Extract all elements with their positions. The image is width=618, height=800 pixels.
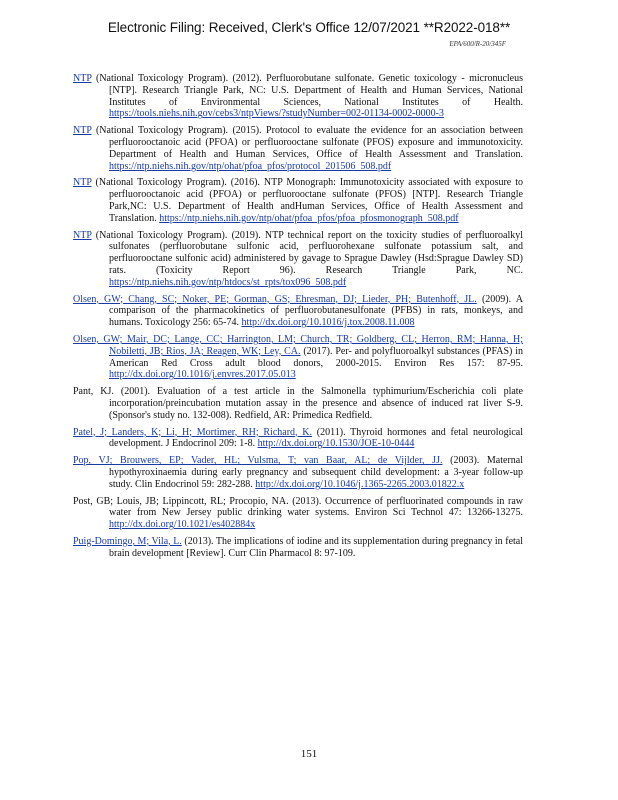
reference-author-link[interactable]: Puig-Domingo, M; Vila, L.	[73, 535, 182, 547]
reference-text: (2003). Maternal hypothyroxinaemia during early pregnancy and subsequent child development: a 3-year follow-up study. Clin Endocrinol 59: 282-288.	[109, 455, 523, 490]
reference-entry	[73, 427, 523, 451]
reference-author-link[interactable]: Pop, VJ; Brouwers, EP; Vader, HL; Vulsma, T; van Baar, AL; de Vijlder, JJ.	[73, 455, 443, 467]
reference-url-link[interactable]: https://ntp.niehs.nih.gov/ntp/htdocs/st_rpts/tox096_508.pdf	[109, 276, 347, 288]
reference-author-link[interactable]: Olsen, GW; Mair, DC; Lange, CC; Harrington, LM; Church, TR; Goldberg, CL; Herron, RM; Hanna, H; Nobiletti, JB; Rios, JA; Reagen, WK; Ley, CA.	[73, 333, 523, 357]
reference-url-link[interactable]: http://dx.doi.org/10.1046/j.1365-2265.2003.01822.x	[255, 478, 465, 490]
reference-text: (2017). Per- and polyfluoroalkyl substances (PFAS) in American Red Cross adult blood donors, 2000-2015. Environ Res 157: 87-95.	[109, 345, 523, 369]
reference-url-link[interactable]: http://dx.doi.org/10.1530/JOE-10-0444	[257, 438, 415, 450]
reference-author-link[interactable]: Patel, J; Landers, K; Li, H; Mortimer, RH; Richard, K.	[73, 426, 313, 438]
reference-entry	[73, 294, 523, 329]
document-id: EPA/600/R-20/345F	[449, 40, 506, 48]
reference-url-link[interactable]: https://tools.niehs.nih.gov/cebs3/ntpViews/?studyNumber=002-01134-0002-0000-3	[109, 108, 444, 120]
reference-url-link[interactable]: http://dx.doi.org/10.1016/j.envres.2017.05.013	[109, 369, 296, 381]
reference-entry	[73, 334, 523, 381]
reference-text: (National Toxicology Program). (2019). NTP technical report on the toxicity studies of perfluoroalkyl sulfonates (perfluorobutane sulfonic acid, perfluorohexane sulfonate potassium salt, and perfluorooctane sulfonic acid) administered by gavage to Sprague Dawley (Hsd:Sprague Dawley SD) rats. (Toxicity Report 96). Research Triangle Park, NC.	[95, 229, 524, 276]
reference-entry	[73, 455, 523, 490]
reference-entry	[73, 73, 523, 120]
reference-url-link[interactable]: http://dx.doi.org/10.1016/j.tox.2008.11.008	[241, 317, 415, 329]
reference-text: Post, GB; Louis, JB; Lippincott, RL; Procopio, NA. (2013). Occurrence of perfluorinated compounds in raw water from New Jersey public drinking water systems. Environ Sci Technol 47: 13266-13275.	[73, 495, 523, 519]
reference-author-link[interactable]: NTP	[73, 229, 92, 241]
reference-url-link[interactable]: https://ntp.niehs.nih.gov/ntp/ohat/pfoa_pfos/protocol_201506_508.pdf	[109, 160, 392, 172]
reference-author-link[interactable]: NTP	[73, 125, 92, 137]
reference-text: Pant, KJ. (2001). Evaluation of a test article in the Salmonella typhimurium/Escherichia coli plate incorporation/preincubation mutation assay in the presence and absence of induced rat liver S-9. (Sponsor's study no. 132-008). Redfield, AR: Primedica Redfield.	[73, 386, 523, 421]
reference-text: (National Toxicology Program). (2012). Perfluorobutane sulfonate. Genetic toxicology - micronucleus [NTP]. Research Triangle Park, NC: U.S. Department of Health and Human Services, National Institutes of Environmental Sciences, National Institutes of Health.	[95, 73, 524, 108]
reference-entry	[73, 125, 523, 172]
reference-entry	[73, 230, 523, 289]
page-number: 151	[300, 748, 318, 760]
reference-author-link[interactable]: NTP	[73, 73, 92, 84]
filing-header: Electronic Filing: Received, Clerk's Office 12/07/2021 **R2022-018**	[107, 20, 511, 35]
reference-text: (National Toxicology Program). (2015). Protocol to evaluate the evidence for an association between perfluorooctanoic acid (PFOA) or perfluorooctane sulfonate (PFOS) exposure and immunotoxicity. Department of Health and Human Services, Office of Health Assessment and Translation.	[95, 125, 523, 160]
reference-list	[73, 73, 523, 564]
reference-author-link[interactable]: NTP	[73, 177, 92, 189]
reference-text: (2011). Thyroid hormones and fetal neurological development. J Endocrinol 209: 1-8.	[109, 426, 524, 450]
reference-url-link[interactable]: http://dx.doi.org/10.1021/es402884x	[109, 519, 256, 531]
reference-entry	[73, 536, 523, 560]
reference-text: (2013). The implications of iodine and its supplementation during pregnancy in fetal brain development [Review]. Curr Clin Pharmacol 8: 97-109.	[109, 535, 523, 559]
reference-text: (National Toxicology Program). (2016). NTP Monograph: Immunotoxicity associated with exposure to perfluorooctanoic acid (PFOA) or perfluorooctane sulfonate (PFOS) [NTP]. Research Triangle Park,NC: U.S. Department of Health andHuman Services, Office of Health Assessment and Translation.	[95, 177, 523, 224]
reference-text: (2009). A comparison of the pharmacokinetics of perfluorobutanesulfonate (PFBS) in rats, monkeys, and humans. Toxicology 256: 65-74.	[109, 293, 523, 329]
reference-entry	[73, 386, 523, 421]
reference-url-link[interactable]: https://ntp.niehs.nih.gov/ntp/ohat/pfoa_pfos/pfoa_pfosmonograph_508.pdf	[159, 212, 459, 224]
reference-author-link[interactable]: Olsen, GW; Chang, SC; Noker, PE; Gorman, GS; Ehresman, DJ; Lieder, PH; Butenhoff, JL.	[73, 293, 477, 305]
reference-entry	[73, 496, 523, 531]
reference-entry	[73, 177, 523, 224]
